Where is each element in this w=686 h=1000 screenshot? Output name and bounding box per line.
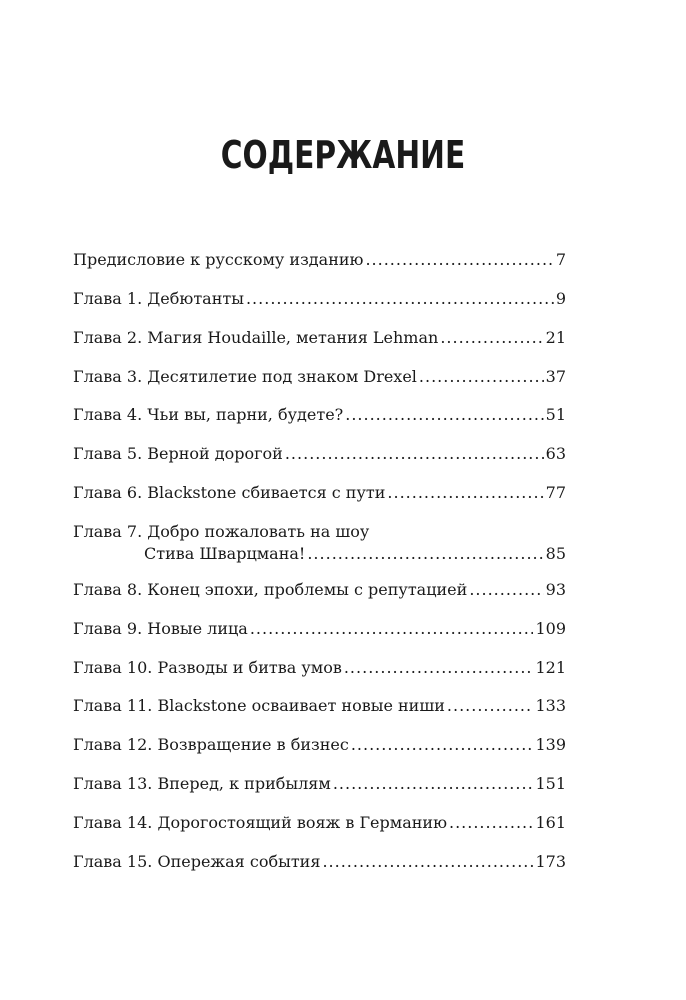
toc-entry-page: 85: [545, 543, 566, 563]
toc-entry-title: Глава 9. Новые лица: [73, 618, 248, 638]
toc-entry-chapter-10: [73, 656, 566, 695]
toc-entry-page: 133: [535, 696, 566, 716]
toc-entry-page: 121: [535, 657, 566, 677]
dot-leader: [387, 483, 543, 503]
toc-entry-page: 9: [555, 288, 566, 308]
dot-leader: [440, 328, 543, 348]
dot-leader: [322, 852, 533, 872]
toc-entry-title: Глава 2. Магия Houdaille, метания Lehman: [73, 327, 439, 347]
toc-entry-title: Глава 4. Чьи вы, парни, будете?: [73, 405, 344, 425]
toc-entry-page: 63: [545, 444, 566, 464]
dot-leader: [333, 774, 534, 794]
toc-entry-chapter-3: [73, 365, 566, 404]
toc-entry-title: Глава 11. Blackstone осваивает новые ниши: [73, 696, 445, 716]
toc-entry-title: Глава 10. Разводы и битва умов: [73, 657, 342, 677]
toc-entry-title: Глава 14. Дорогостоящий вояж в Германию: [73, 812, 447, 832]
toc-entry-chapter-5: [73, 442, 566, 481]
toc-entry-chapter-12: [73, 733, 566, 772]
toc-entry-chapter-13: [73, 772, 566, 811]
toc-entry-chapter-8: [73, 578, 566, 617]
toc-entry-chapter-2: [73, 326, 566, 365]
toc-entry-title: Глава 8. Конец эпохи, проблемы с репутацией: [73, 579, 468, 599]
toc-entry-chapter-6: [73, 481, 566, 520]
dot-leader: [307, 544, 543, 564]
toc-entry-title-line-2: Стива Шварцмана!: [144, 543, 306, 563]
dot-leader: [246, 289, 554, 309]
toc-entry-page: 77: [545, 483, 566, 503]
dot-leader: [365, 250, 553, 270]
dot-leader: [344, 658, 534, 678]
toc-entry-title: Глава 1. Дебютанты: [73, 288, 244, 308]
toc-entry-page: 173: [535, 851, 566, 871]
toc-entry-title: Глава 15. Опережая события: [73, 851, 321, 871]
page-title: СОДЕРЖАНИЕ: [220, 133, 466, 178]
toc-entry-chapter-4: [73, 403, 566, 442]
toc-entry-chapter-1: [73, 287, 566, 326]
toc-entry-page: 21: [545, 327, 566, 347]
dot-leader: [469, 580, 543, 600]
dot-leader: [449, 813, 533, 833]
toc-entry-page: 37: [545, 366, 566, 386]
toc-entry-title: Предисловие к русскому изданию: [73, 250, 364, 269]
toc-entry-title: Глава 6. Blackstone сбивается с пути: [73, 483, 386, 503]
toc-entry-title: Глава 5. Верной дорогой: [73, 444, 283, 464]
toc-entry-title-line-1: Глава 7. Добро пожаловать на шоу: [73, 521, 370, 541]
toc-entry-title: Глава 3. Десятилетие под знаком Drexel: [73, 366, 417, 386]
dot-leader: [345, 405, 543, 425]
toc-entry-chapter-14: [73, 811, 566, 850]
dot-leader: [285, 444, 544, 464]
toc-entry-page: 7: [555, 250, 566, 269]
toc-entry-page: 161: [535, 812, 566, 832]
toc-entry-chapter-9: [73, 617, 566, 656]
toc-entry-page: 93: [545, 579, 566, 599]
toc-entry-chapter-15: [73, 850, 566, 889]
toc-entry-page: 109: [535, 618, 566, 638]
toc-entry-page: 151: [535, 774, 566, 794]
dot-leader: [447, 696, 534, 716]
toc-entry-title: Глава 13. Вперед, к прибылям: [73, 774, 331, 794]
toc-entry-title: Глава 12. Возвращение в бизнес: [73, 735, 349, 755]
table-of-contents: [73, 248, 566, 889]
toc-entry-chapter-11: [73, 694, 566, 733]
toc-entry-preface: [73, 248, 566, 287]
dot-leader: [351, 735, 534, 755]
dot-leader: [419, 367, 544, 387]
toc-entry-page: 139: [535, 735, 566, 755]
toc-entry-chapter-7: [73, 520, 566, 578]
dot-leader: [250, 619, 534, 639]
toc-entry-page: 51: [545, 405, 566, 425]
